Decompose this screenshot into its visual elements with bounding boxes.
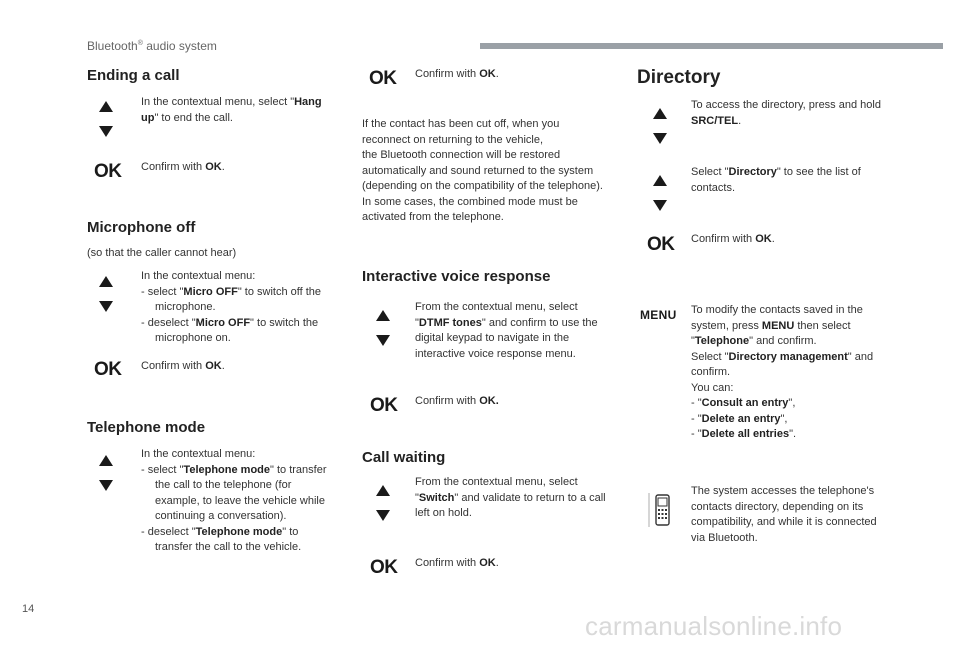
up-down-arrows-icon (376, 310, 390, 348)
ivr-step: From the contextual menu, select "DTMF tones" and confirm to use the digital keypad to navigate in the interactive voice response menu. (415, 301, 598, 360)
reconnect-line: the Bluetooth connection will be restored automatically and sound returned to the system (depending on the compatibility of the telephone). (362, 149, 603, 192)
directory-modify-line: "Telephone" and confirm. (691, 335, 817, 347)
page-number: 14 (22, 603, 35, 615)
directory-step: Select "Directory" to see the list of contacts. (691, 166, 861, 194)
ending-call-confirm: Confirm with OK. (141, 161, 225, 173)
mobile-phone-icon (647, 489, 675, 536)
ok-icon: OK (647, 234, 675, 255)
directory-modify-line: You can: (691, 381, 734, 394)
ok-icon: OK (370, 395, 398, 416)
telephone-mode-steps (141, 447, 337, 556)
directory-step: To access the directory, press and hold SRC/TEL. (691, 99, 881, 127)
directory-modify-line: To modify the contacts saved in the system, press MENU then select (691, 304, 863, 332)
microphone-off-intro: In the contextual menu: (141, 270, 256, 282)
ok-icon: OK (94, 359, 122, 380)
directory-modify-line: Select "Directory management" and confirm. (691, 350, 874, 378)
directory-confirm: Confirm with OK. (691, 233, 775, 245)
directory-modify (691, 303, 887, 443)
menu-icon: MENU (640, 308, 677, 322)
microphone-off-note: (so that the caller cannot hear) (87, 247, 237, 259)
telephone-mode-confirm: Confirm with OK. (415, 68, 499, 80)
watermark: carmanualsonline.info (585, 611, 843, 641)
ok-icon: OK (370, 557, 398, 578)
microphone-off-confirm: Confirm with OK. (141, 360, 225, 372)
up-down-arrows-icon (376, 485, 390, 523)
header-bar (480, 43, 943, 49)
telephone-mode-heading: Telephone mode (87, 419, 206, 436)
microphone-off-bullet: - select "Micro OFF" to switch off the microphone. (141, 285, 321, 313)
microphone-off-heading: Microphone off (87, 219, 196, 236)
ok-icon: OK (94, 161, 122, 182)
phone-directory-note: The system accesses the telephone's contacts directory, depending on its compatibility, and while it is connected via Bluetooth. (691, 485, 877, 544)
ok-icon: OK (369, 68, 397, 89)
directory-option: - "Delete all entries". (691, 428, 797, 440)
up-down-arrows-icon (99, 101, 113, 139)
up-down-arrows-icon (653, 108, 667, 146)
ivr-confirm: Confirm with OK. (415, 395, 499, 407)
up-down-arrows-icon (99, 276, 113, 314)
header-section-rest: audio system (142, 39, 217, 53)
ivr-heading: Interactive voice response (362, 268, 551, 285)
microphone-off-bullet: - deselect "Micro OFF" to switch the microphone on. (141, 316, 319, 344)
up-down-arrows-icon (653, 175, 667, 213)
call-waiting-confirm: Confirm with OK. (415, 557, 499, 569)
microphone-off-steps (141, 269, 337, 347)
running-header (87, 39, 217, 53)
directory-option: - "Delete an entry", (691, 412, 788, 425)
telephone-mode-intro: In the contextual menu: (141, 448, 256, 460)
registered-mark: ® (137, 40, 143, 47)
telephone-mode-bullet: - deselect "Telephone mode" to transfer the call to the vehicle. (141, 525, 302, 553)
up-down-arrows-icon (99, 455, 113, 493)
call-waiting-heading: Call waiting (362, 449, 446, 466)
ending-call-heading: Ending a call (87, 67, 180, 84)
call-waiting-step: From the contextual menu, select "Switch" and validate to return to a call left on hold. (415, 476, 606, 519)
directory-option: - "Consult an entry", (691, 397, 796, 409)
reconnect-line: In some cases, the combined mode must be activated from the telephone. (362, 195, 578, 223)
telephone-mode-bullet: - select "Telephone mode" to transfer the call to the telephone (for example, to leave the vehicle while continuing a conversation). (141, 463, 327, 522)
header-section: Bluetooth (87, 39, 138, 53)
ending-call-step: In the contextual menu, select "Hang up" to end the call. (141, 96, 322, 124)
reconnect-paragraph (362, 117, 607, 226)
reconnect-line: If the contact has been cut off, when you reconnect on returning to the vehicle, (362, 118, 560, 146)
directory-heading: Directory (637, 67, 721, 88)
